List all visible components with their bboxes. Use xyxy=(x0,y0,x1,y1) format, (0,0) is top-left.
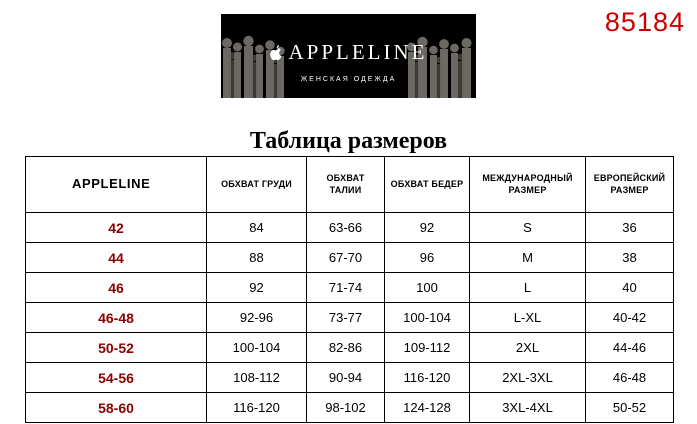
table-row xyxy=(26,333,674,363)
cell-european: 36 xyxy=(586,213,674,243)
cell-european: 40 xyxy=(586,273,674,303)
cell-international: L-XL xyxy=(470,303,586,333)
table-header-row xyxy=(26,157,674,213)
column-header-european-size: ЕВРОПЕЙСКИЙ РАЗМЕР xyxy=(586,157,674,213)
cell-size: 54-56 xyxy=(26,363,207,393)
column-header-chest: ОБХВАТ ГРУДИ xyxy=(207,157,307,213)
brand-name: APPLELINE xyxy=(288,40,428,64)
brand-logo xyxy=(221,14,476,98)
cell-waist: 82-86 xyxy=(307,333,385,363)
cell-chest: 92 xyxy=(207,273,307,303)
cell-waist: 90-94 xyxy=(307,363,385,393)
table-row xyxy=(26,393,674,423)
cell-waist: 98-102 xyxy=(307,393,385,423)
cell-hips: 109-112 xyxy=(385,333,470,363)
cell-waist: 71-74 xyxy=(307,273,385,303)
column-header-international-size: МЕЖДУНАРОДНЫЙ РАЗМЕР xyxy=(470,157,586,213)
table-row xyxy=(26,243,674,273)
cell-chest: 92-96 xyxy=(207,303,307,333)
cell-european: 46-48 xyxy=(586,363,674,393)
cell-chest: 108-112 xyxy=(207,363,307,393)
column-header-hips: ОБХВАТ БЕДЕР xyxy=(385,157,470,213)
cell-chest: 100-104 xyxy=(207,333,307,363)
cell-international: 2XL xyxy=(470,333,586,363)
article-number: 85184 xyxy=(604,7,685,37)
brand-logo-text xyxy=(221,40,476,65)
cell-international: L xyxy=(470,273,586,303)
column-header-waist: ОБХВАТ ТАЛИИ xyxy=(307,157,385,213)
table-row xyxy=(26,303,674,333)
table-row xyxy=(26,213,674,243)
size-chart-table xyxy=(25,156,674,423)
cell-size: 46 xyxy=(26,273,207,303)
cell-waist: 63-66 xyxy=(307,213,385,243)
cell-size: 46-48 xyxy=(26,303,207,333)
cell-chest: 116-120 xyxy=(207,393,307,423)
cell-size: 44 xyxy=(26,243,207,273)
cell-international: S xyxy=(470,213,586,243)
page-title: Таблица размеров xyxy=(249,128,448,154)
cell-hips: 100 xyxy=(385,273,470,303)
cell-chest: 84 xyxy=(207,213,307,243)
cell-international: 2XL-3XL xyxy=(470,363,586,393)
page-header xyxy=(0,0,697,108)
cell-hips: 96 xyxy=(385,243,470,273)
cell-chest: 88 xyxy=(207,243,307,273)
cell-hips: 116-120 xyxy=(385,363,470,393)
brand-subtitle: ЖЕНСКАЯ ОДЕЖДА xyxy=(300,76,397,83)
apple-icon xyxy=(270,42,285,58)
cell-european: 50-52 xyxy=(586,393,674,423)
cell-european: 44-46 xyxy=(586,333,674,363)
table-row xyxy=(26,273,674,303)
cell-size: 58-60 xyxy=(26,393,207,423)
cell-waist: 67-70 xyxy=(307,243,385,273)
cell-hips: 92 xyxy=(385,213,470,243)
cell-international: 3XL-4XL xyxy=(470,393,586,423)
cell-european: 38 xyxy=(586,243,674,273)
apple-icon-svg xyxy=(270,45,285,61)
cell-hips: 100-104 xyxy=(385,303,470,333)
cell-hips: 124-128 xyxy=(385,393,470,423)
cell-european: 40-42 xyxy=(586,303,674,333)
table-row xyxy=(26,363,674,393)
cell-waist: 73-77 xyxy=(307,303,385,333)
cell-international: M xyxy=(470,243,586,273)
column-header-brand: APPLELINE xyxy=(26,157,207,213)
cell-size: 50-52 xyxy=(26,333,207,363)
cell-size: 42 xyxy=(26,213,207,243)
